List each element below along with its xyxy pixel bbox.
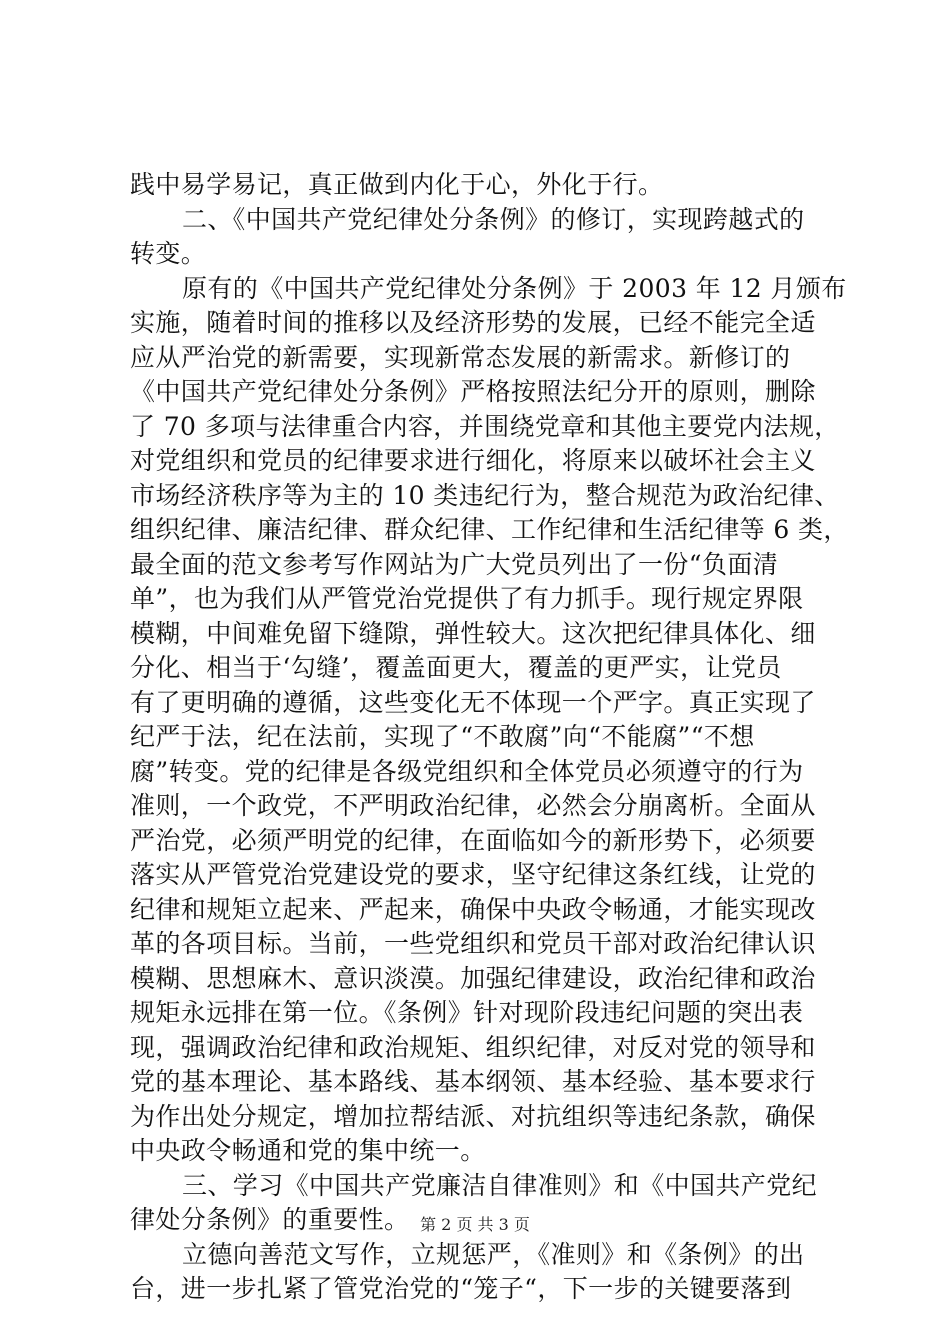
paragraph-start: 原有的《中国共产党纪律处分条例》于 2003 年 12 月颁布 [182,273,847,303]
page-number-footer: 第 2 页 共 3 页 [420,1215,530,1234]
text-line: 对党组织和党员的纪律要求进行细化，将原来以破坏社会主义 [130,446,816,475]
text-line: 中央政令畅通和党的集中统一。 [130,1136,486,1165]
text-line: 有了更明确的遵循，这些变化无不体现一个严字。真正实现了 [130,687,816,717]
text-line: 严治党，必须严明党的纪律，在面临如今的新形势下，必须要 [130,825,816,855]
text-line: 台，进一步扎紧了管党治党的“笼子“，下一步的关键要落到 [130,1274,792,1303]
text-line: 现，强调政治纪律和政治规矩、组织纪律，对反对党的领导和 [130,1032,816,1062]
text-line: 转变。 [130,239,207,268]
text-line: 腐”转变。党的纪律是各级党组织和全体党员必须遵守的行为 [130,756,804,786]
text-line: 最全面的范文参考写作网站为广大党员列出了一份“负面清 [130,549,779,579]
text-line: 践中易学易记，真正做到内化于心，外化于行。 [130,170,664,199]
text-line: 了 70 多项与法律重合内容，并围绕党章和其他主要党内法规， [130,411,840,441]
text-line: 单”，也为我们从严管党治党提供了有力抓手。现行规定界限 [130,584,804,613]
section-heading-2: 二、《中国共产党纪律处分条例》的修订，实现跨越式的 [182,204,805,234]
text-line: 市场经济秩序等为主的 10 类违纪行为，整合规范为政治纪律、 [130,480,840,510]
section-heading-3: 三、学习《中国共产党廉洁自律准则》和《中国共产党纪 [182,1170,818,1200]
paragraph-start: 立德向善范文写作，立规惩严，《准则》和《条例》的出 [182,1239,805,1269]
text-line: 落实从严管党治党建设党的要求，坚守纪律这条红线，让党的 [130,860,816,889]
text-line: 组织纪律、廉洁纪律、群众纪律、工作纪律和生活纪律等 6 类， [130,515,849,544]
text-line: 应从严治党的新需要，实现新常态发展的新需求。新修订的 [130,342,791,372]
text-line: 律处分条例》的重要性。 [130,1205,410,1234]
text-line: 为作出处分规定，增加拉帮结派、对抗组织等违纪条款，确保 [130,1101,816,1131]
text-line: 纪律和规矩立起来、严起来，确保中央政令畅通，才能实现改 [130,894,816,924]
text-line: 规矩永远排在第一位。《条例》针对现阶段违纪问题的突出表 [130,998,804,1027]
text-line: 革的各项目标。当前，一些党组织和党员干部对政治纪律认识 [130,929,816,958]
text-line: 模糊、思想麻木、意识淡漠。加强纪律建设，政治纪律和政治 [130,963,816,993]
text-line: 党的基本理论、基本路线、基本纲领、基本经验、基本要求行 [130,1067,816,1096]
text-line: 纪严于法，纪在法前，实现了“不敢腐”向“不能腐”“不想 [130,722,755,751]
document-body [130,168,849,1307]
text-line: 准则，一个政党，不严明政治纪律，必然会分崩离析。全面从 [130,791,816,820]
text-line: 《中国共产党纪律处分条例》严格按照法纪分开的原则，删除 [130,377,816,406]
text-line: 分化、相当于‘勾缝’，覆盖面更大，覆盖的更严实，让党员 [130,653,782,682]
text-line: 模糊，中间难免留下缝隙，弹性较大。这次把纪律具体化、细 [130,618,816,648]
text-line: 实施，随着时间的推移以及经济形势的发展，已经不能完全适 [130,308,816,337]
